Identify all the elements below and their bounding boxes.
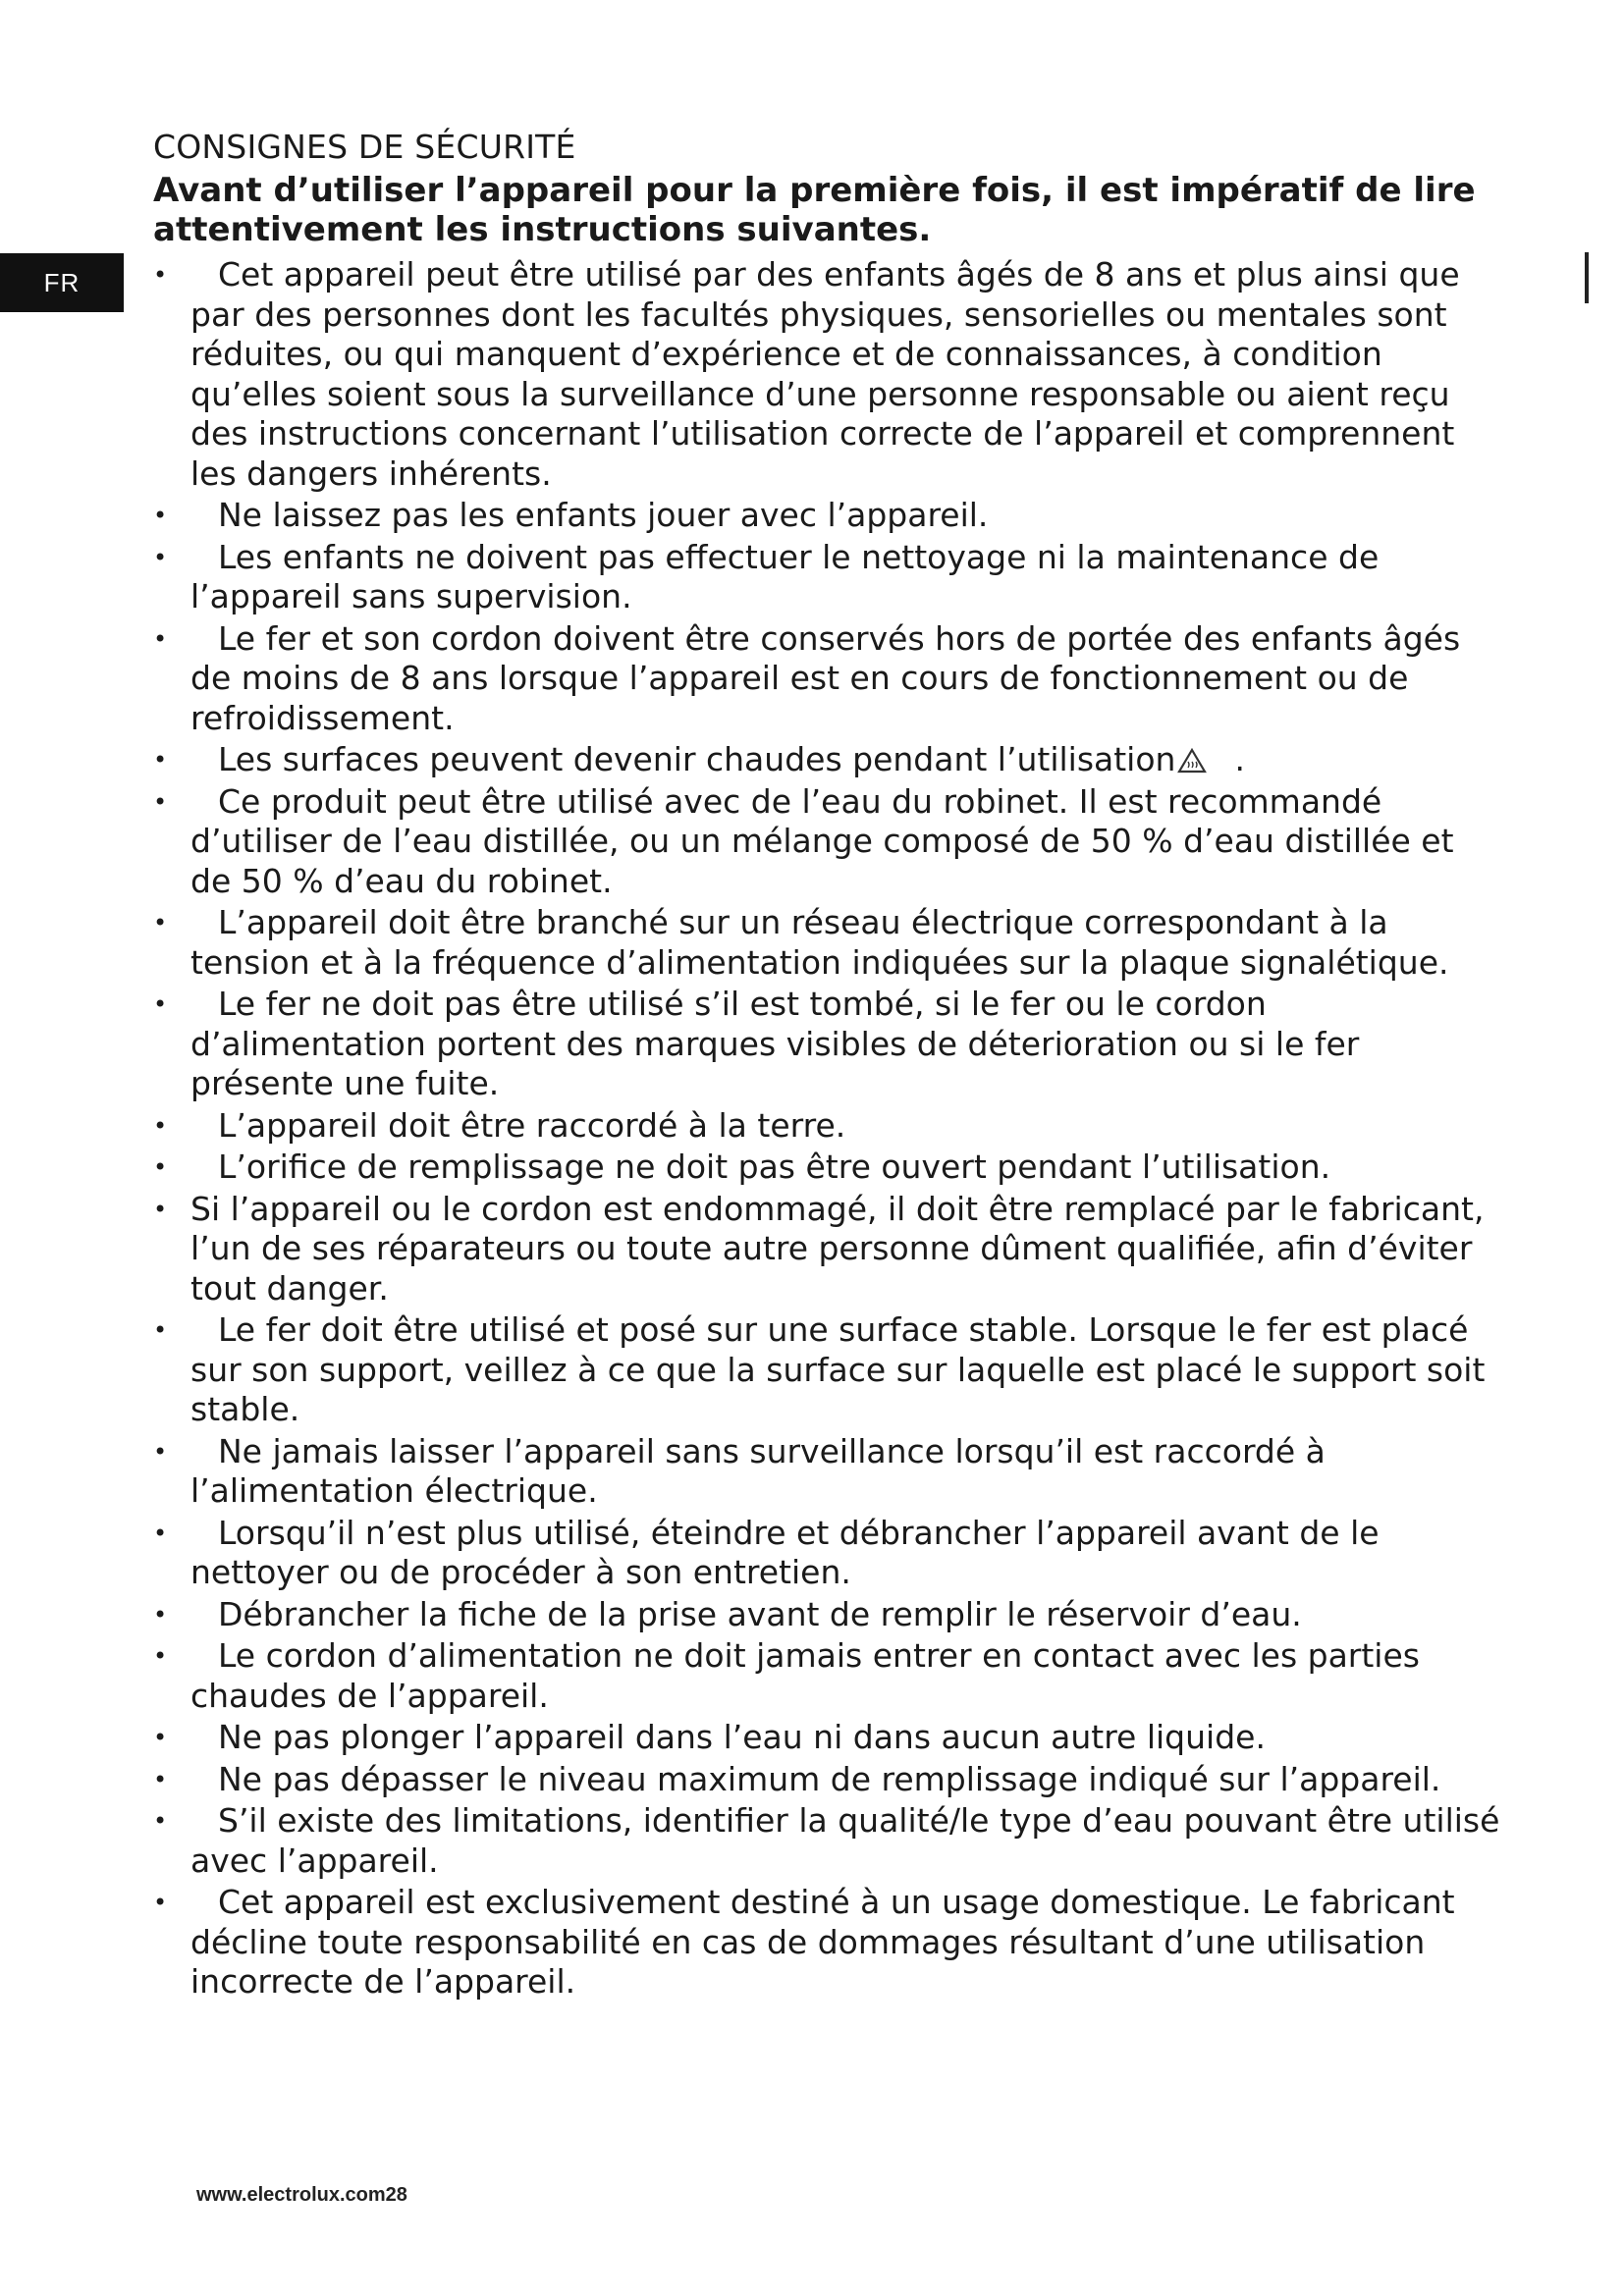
safety-item xyxy=(153,1760,1503,1800)
safety-item-text: Cet appareil peut être utilisé par des enfants âgés de 8 ans et plus ainsi que par des personnes dont les facultés physiques, sensorielles ou mentales sont réduites, ou qui manquent d’expérience et de connaissances, à condition qu’elles soient sous la surveillance d’une personne responsable ou aient reçu des instructions concernant l’utilisation correcte de l’appareil et comprennent les dangers inhérents. xyxy=(190,255,1460,493)
safety-item xyxy=(153,1514,1503,1593)
footer-website: www.electrolux.com28 xyxy=(196,2184,407,2206)
bullet: • xyxy=(153,1642,168,1670)
safety-item-text: Cet appareil est exclusivement destiné à un usage domestique. Le fabricant décline toute responsabilité en cas de dommages résultant d’une utilisation incorrecte de l’appareil. xyxy=(190,1883,1455,2001)
safety-item-text: L’appareil doit être branché sur un réseau électrique correspondant à la tension et à la fréquence d’alimentation indiquées sur la plaque signalétique. xyxy=(190,903,1449,982)
language-tab: FR xyxy=(0,253,124,312)
item-trailing-period: . xyxy=(1234,740,1245,778)
safety-item-text: Les enfants ne doivent pas effectuer le nettoyage ni la maintenance de l’appareil sans supervision. xyxy=(190,537,1380,615)
section-title: CONSIGNES DE SÉCURITÉ xyxy=(153,128,576,166)
safety-item xyxy=(153,1432,1503,1512)
safety-item-text: Le cordon d’alimentation ne doit jamais entrer en contact avec les parties chaudes de l’appareil. xyxy=(190,1636,1420,1715)
safety-item-text: Ne pas plonger l’appareil dans l’eau ni dans aucun autre liquide. xyxy=(218,1718,1266,1756)
bullet: • xyxy=(153,261,168,289)
bullet: • xyxy=(153,1153,168,1181)
safety-item xyxy=(153,740,1503,780)
safety-item xyxy=(153,1310,1503,1430)
safety-item-text: Ne laissez pas les enfants jouer avec l’appareil. xyxy=(218,496,989,534)
bullet: • xyxy=(153,1437,168,1466)
safety-item-text: Ne pas dépasser le niveau maximum de remplissage indiqué sur l’appareil. xyxy=(218,1759,1441,1798)
safety-item-text: Ne jamais laisser l’appareil sans surveillance lorsqu’il est raccordé à l’alimentation électrique. xyxy=(190,1431,1326,1510)
safety-item xyxy=(153,255,1503,494)
safety-item xyxy=(153,1801,1503,1881)
safety-item xyxy=(153,1883,1503,2002)
safety-item-text: L’orifice de remplissage ne doit pas être ouvert pendant l’utilisation. xyxy=(218,1148,1331,1186)
intro-warning: Avant d’utiliser l’appareil pour la première fois, il est impératif de lire attentivement les instructions suivantes. xyxy=(153,171,1476,249)
bullet: • xyxy=(153,624,168,653)
safety-item xyxy=(153,1718,1503,1758)
safety-item xyxy=(153,1636,1503,1716)
safety-item-text: Le fer et son cordon doivent être conservés hors de portée des enfants âgés de moins de 8 ans lorsque l’appareil est en cours de fonctionnement ou de refroidissement. xyxy=(190,618,1461,737)
bullet: • xyxy=(153,909,168,936)
bullet: • xyxy=(153,787,168,816)
bullet: • xyxy=(153,746,168,774)
safety-item-text: Les surfaces peuvent devenir chaudes pendant l’utilisation xyxy=(218,740,1176,778)
safety-item-text: Ce produit peut être utilisé avec de l’eau du robinet. Il est recommandé d’utiliser de l’eau distillée, ou un mélange composé de 50 % d’eau distillée et de 50 % d’eau du robinet. xyxy=(190,781,1454,900)
bullet: • xyxy=(153,1807,168,1835)
safety-item xyxy=(153,1190,1503,1309)
safety-item xyxy=(153,782,1503,902)
bullet: • xyxy=(153,1316,168,1344)
bullet: • xyxy=(153,1724,168,1751)
bullet: • xyxy=(153,1765,168,1793)
bullet: • xyxy=(153,1889,168,1916)
safety-item xyxy=(153,1148,1503,1188)
bullet: • xyxy=(153,1519,168,1547)
safety-list xyxy=(153,255,1503,2002)
bullet: • xyxy=(153,1195,168,1223)
safety-item xyxy=(153,619,1503,739)
safety-item-text: Lorsqu’il n’est plus utilisé, éteindre et débrancher l’appareil avant de le nettoyer ou de procéder à son entretien. xyxy=(190,1513,1380,1591)
safety-item-text: L’appareil doit être raccordé à la terre. xyxy=(218,1105,846,1145)
bullet: • xyxy=(153,543,168,571)
margin-bar xyxy=(1585,252,1589,303)
safety-item xyxy=(153,538,1503,617)
bullet: • xyxy=(153,1600,168,1629)
bullet: • xyxy=(153,990,168,1018)
safety-item xyxy=(153,1106,1503,1147)
safety-item-text: Le fer ne doit pas être utilisé s’il est tombé, si le fer ou le cordon d’alimentation portent des marques visibles de déterioration ou si le fer présente une fuite. xyxy=(190,985,1360,1102)
safety-item-text: Le fer doit être utilisé et posé sur une surface stable. Lorsque le fer est placé sur son support, veillez à ce que la surface sur laquelle est placé le support soit stable. xyxy=(190,1310,1486,1428)
bullet: • xyxy=(153,1111,168,1140)
safety-item-text: Si l’appareil ou le cordon est endommagé, il doit être remplacé par le fabricant, l’un de ses réparateurs ou toute autre personne dûment qualifiée, afin d’éviter tout danger. xyxy=(190,1189,1485,1308)
safety-item xyxy=(153,1595,1503,1635)
safety-item-text: S’il existe des limitations, identifier la qualité/le type d’eau pouvant être utilisé avec l’appareil. xyxy=(190,1801,1500,1880)
safety-section xyxy=(153,126,1503,2004)
safety-item-text: Débrancher la fiche de la prise avant de remplir le réservoir d’eau. xyxy=(218,1594,1302,1633)
safety-item xyxy=(153,903,1503,983)
safety-item xyxy=(153,985,1503,1104)
hot-surface-warning-icon xyxy=(1177,743,1207,769)
bullet: • xyxy=(153,502,168,529)
safety-item xyxy=(153,496,1503,536)
